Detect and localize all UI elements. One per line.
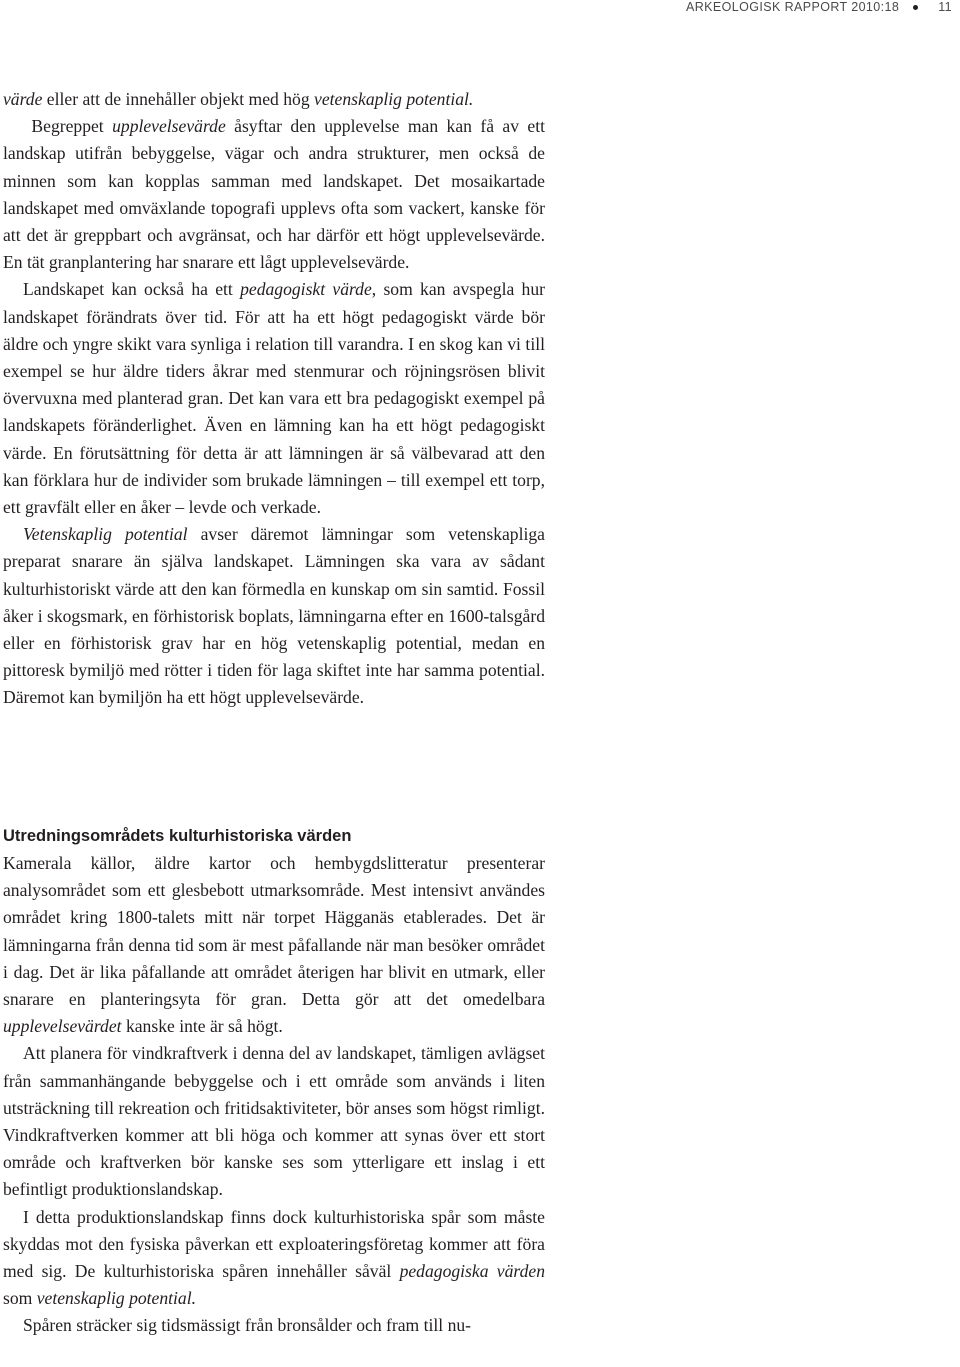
- term-pedagogiskt-varde: pedagogiskt värde: [240, 279, 372, 300]
- text-run: Kamerala källor, äldre kartor och hembygdslitteratur presenterar analysområdet som ett glesbebott utmarksområde. Mest intensivt användes området kring 1800-talets mitt när torpet Hägganäs etablerades. Det är lämningarna från denna tid som är mest påfallande när man besöker området i dag. Det är lika påfallande att området återigen har blivit en utmark, eller snarare en planteringsyta för gran. Detta gör att det omedelbara: [3, 853, 545, 1010]
- bullet-separator-icon: [913, 5, 918, 10]
- text-run: Att planera för vindkraftverk i denna del av landskapet, tämligen avlägset från sammanhängande bebyggelse och i ett område som används i liten utsträckning till rekreation och fritidsaktiviteter, bör anses som högst rimligt. Vindkraftverken kommer att bli höga och kommer att synas över ett stort område och kraftverken bör kanske ses som ytterligare ett inslag i ett befintligt produktionslandskap.: [3, 1043, 545, 1200]
- text-run: åsyftar den upplevelse man kan få av ett landskap utifrån bebyggelse, vägar och andra strukturer, men också de minnen som kan kopplas samman med landskapet. Det mosaikartade landskapet med omväxlande topografi upplevs ofta som vackert, kanske för att det är greppbart och avgränsat, och har därför ett högt upplevelsevärde. En tät granplantering har snarare ett lågt upplevelsevärde.: [3, 116, 545, 273]
- term-varde: värde: [3, 89, 43, 109]
- paragraph-vindkraftverk: [3, 1040, 545, 1203]
- term-upplevelsevarde: upplevelsevärde: [112, 116, 226, 137]
- term-pedagogiska-varden: pedagogiska värden: [399, 1261, 545, 1282]
- text-run: Begreppet: [23, 116, 113, 137]
- running-title: ARKEOLOGISK RAPPORT 2010:18: [686, 0, 900, 14]
- text-run: som: [3, 1288, 37, 1309]
- text-run: I detta produktionslandskap finns dock kulturhistoriska spår som måste skyddas mot den fysiska påverkan ett exploateringsföretag kommer att föra med sig. De kulturhistoriska spåren innehåller såväl: [3, 1206, 545, 1282]
- section-heading: Utredningsområdets kulturhistoriska värden: [3, 827, 352, 845]
- text-run: avser däremot lämningar som vetenskapliga preparat snarare än själva landskapet. Lämningen ska vara av sådant kulturhistoriskt värde att den kan förmedla en kunskap om sin samtid. Fossil åker i skogsmark, en förhistorisk boplats, lämningarna efter en 1600-talsgård eller en förhistorisk grav har en hög vetenskaplig potential, medan en pittoresk bymiljö med rötter i tiden för laga skiftet inte har samma potential. Däremot kan bymiljön ha ett högt upplevelsevärde.: [3, 524, 545, 708]
- paragraph-produktionslandskap: [3, 1204, 545, 1313]
- term-vetenskaplig-potential: Vetenskaplig potential: [23, 524, 188, 545]
- term-vetenskaplig-potential: vetenskaplig potential.: [314, 89, 474, 109]
- text-run: kanske inte är så högt.: [121, 1016, 283, 1037]
- term-vetenskaplig-potential: vetenskaplig potential.: [36, 1288, 197, 1309]
- term-upplevelsevardet: upplevelsevärdet: [3, 1016, 122, 1037]
- section-values-text: [3, 86, 545, 712]
- text-run: Spåren sträcker sig tidsmässigt från bronsålder och fram till nu-: [23, 1315, 472, 1336]
- paragraph-pedagogiskt-varde: [3, 276, 545, 521]
- running-head: [686, 0, 952, 14]
- paragraph-sparen: [3, 1312, 545, 1339]
- paragraph-kamerala-kallor: [3, 850, 545, 1040]
- page-number: 11: [938, 0, 952, 14]
- text-run: eller att de innehåller objekt med hög: [42, 89, 315, 109]
- text-run: Landskapet kan också ha ett: [23, 279, 241, 300]
- section-area-values-text: [3, 850, 545, 1340]
- text-run: , som kan avspegla hur landskapet förändrats över tid. För att ha ett högt pedagogiskt värde bör äldre och yngre skikt vara synliga i relation till varandra. I en skog kan vi till exempel se hur äldre tiders åkrar med stenmurar och röjningsrösen blivit övervuxna med planterad gran. Det kan vara ett bra pedagogiskt exempel på landskapets föränderlighet. Även en lämning kan ha ett högt pedagogiskt värde. En förutsättning för detta är att lämningen är så välbevarad att den kan förklara hur de individer som brukade lämningen – till exempel ett torp, ett gravfält eller en åker – levde och verkade.: [3, 279, 546, 518]
- paragraph-vetenskaplig-potential: [3, 521, 545, 711]
- paragraph-upplevelsevarde: [3, 86, 545, 276]
